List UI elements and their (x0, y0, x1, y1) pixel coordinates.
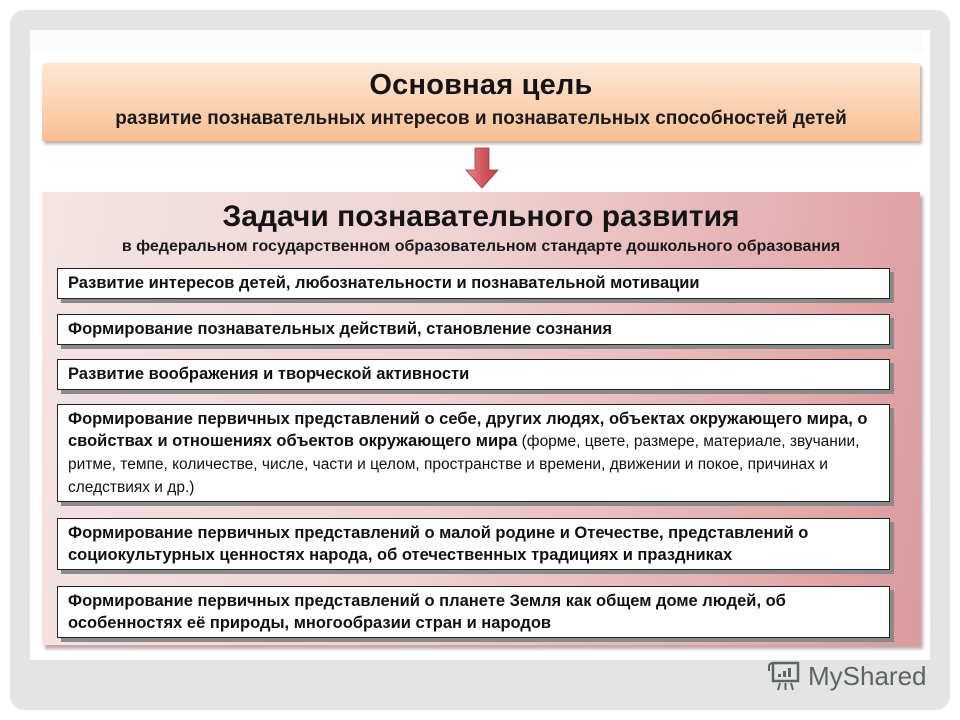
task-item-3 (57, 359, 890, 390)
task-item-4 (57, 404, 890, 502)
task-item-5 (57, 518, 890, 570)
watermark-text: MyShared (808, 660, 927, 691)
arrow-down-icon (465, 146, 499, 190)
tasks-subtitle: в федеральном государственном образовательном стандарте дошкольного образования (121, 238, 841, 255)
task-text: Формирование первичных представлений о планете Земля как общем доме людей, об особенностях её природы, многообразии стран и народов (68, 592, 786, 632)
task-text: Формирование первичных представлений о себе, других людях, объектах окружающего мира, о свойствах и отношениях объектов окружающего мира (68, 410, 868, 450)
tasks-panel (42, 192, 920, 645)
tasks-title: Задачи познавательного развития (222, 200, 740, 233)
goal-subtitle: развитие познавательных интересов и познавательных способностей детей (115, 108, 847, 129)
goal-title: Основная цель (369, 69, 593, 101)
task-text: Развитие воображения и творческой активности (68, 365, 470, 383)
task-text: Формирование познавательных действий, становление сознания (68, 320, 612, 338)
task-text-detail: (форме, цвете, размере, материале, звучании, ритме, темпе, количестве, числе, части и целом, пространстве и времени, движении и покое, причинах и следствиях и др.) (68, 433, 860, 496)
presentation-board-icon (768, 659, 802, 693)
task-item-2 (57, 314, 890, 345)
task-text: Формирование первичных представлений о малой родине и Отечестве, представлений о социокультурных ценностях народа, об отечественных традициях и праздниках (68, 524, 809, 564)
main-goal-box (42, 63, 920, 141)
task-item-1 (57, 268, 890, 299)
task-item-6 (57, 586, 890, 638)
task-text: Развитие интересов детей, любознательности и познавательной мотивации (68, 274, 700, 292)
watermark-logo (768, 658, 927, 694)
slide-top-strip (30, 30, 923, 52)
